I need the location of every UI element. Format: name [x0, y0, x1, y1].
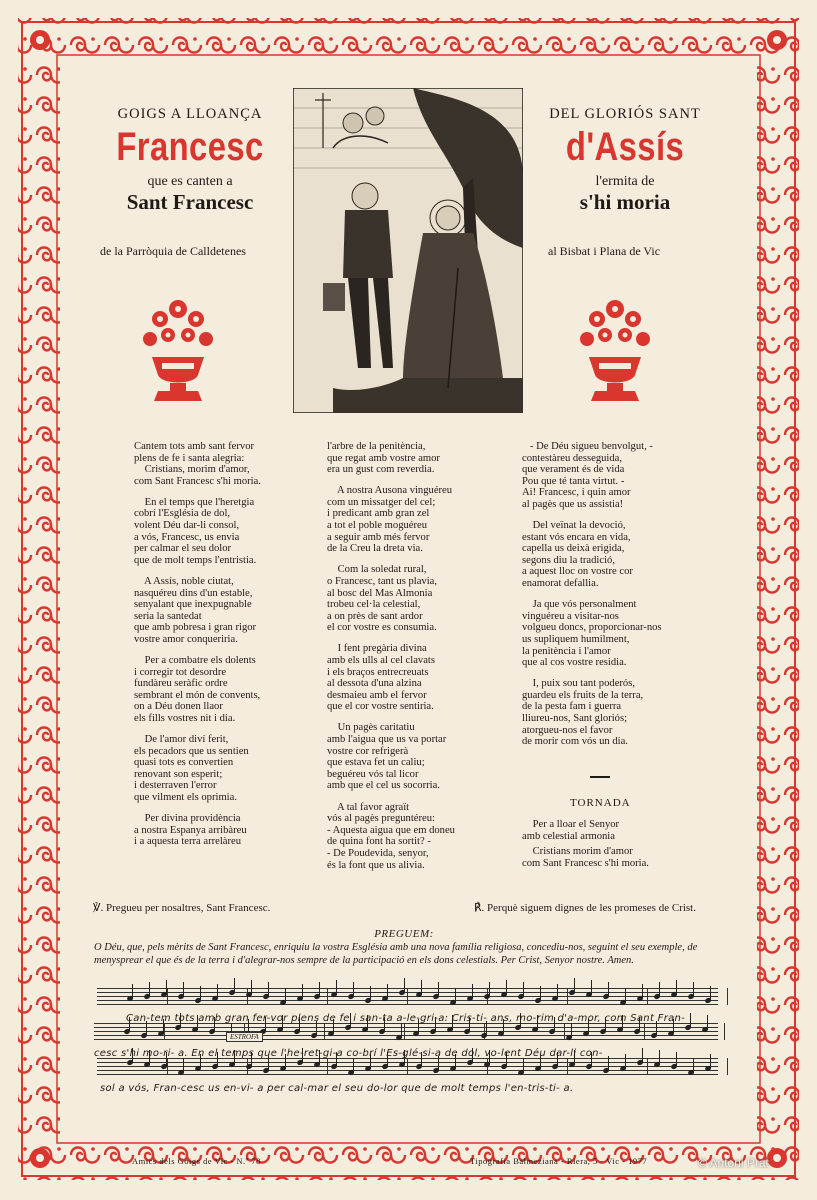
verse-line: I fent pregària divina	[327, 643, 427, 655]
verse-line: al bosc del Mas Almonia	[327, 587, 433, 599]
verse-line: volent Déu dar-li consol,	[134, 520, 240, 532]
header-right-sub: l'ermita de	[595, 174, 655, 189]
note-stem	[370, 986, 371, 1000]
note-stem	[693, 982, 694, 996]
verse-line: quasi tots es convertien	[134, 757, 234, 769]
header-right-title: d'Assís	[565, 125, 685, 169]
response: ℟. Perquè siguem dignes de les promeses de Crist.	[474, 902, 696, 914]
verse-line: com un missatger del cel;	[327, 496, 436, 508]
note-stem	[200, 986, 201, 1000]
bar-line	[727, 988, 728, 1005]
verse-line: Cristians, morim d'amor,	[134, 464, 250, 476]
bar-line	[324, 1023, 325, 1040]
verse-line: els fills vostres nit i dia.	[134, 712, 236, 724]
verse-line: - De Déu sigueu benvolgut, -	[522, 441, 653, 452]
header-right	[535, 106, 715, 215]
verse-line: a vós, Francesc, us envia	[134, 531, 240, 543]
verse-line: amb que el cel us socorria.	[327, 780, 440, 792]
verse-line: Del veïnat la devoció,	[522, 520, 626, 532]
bar-line	[167, 988, 168, 1005]
verse-line: que de molt temps l'entristia.	[134, 554, 257, 566]
tornada-line: Cristians morim d'amor	[522, 846, 633, 858]
verse-line: i desterraven l'error	[134, 780, 217, 792]
verse-line: Per a combatre els dolents	[134, 655, 256, 666]
bar-line	[407, 1058, 408, 1075]
stanza	[134, 576, 261, 646]
verse-line: al pagès que us assistia!	[522, 498, 624, 510]
verse-line: a tot el poble moguéreu	[327, 520, 428, 532]
header-left	[100, 106, 280, 215]
prayer-text: O Déu, que, pels mèrits de Sant Francesc, enriquiu la vostra Església amb una nova família religiosa, concediu-nos, seguint el seu exemple, de menysprear el que és de la terra i d'alegrar-nos sempre de la participació en els dons celestials. Per Crist, Senyor nostre. Amen.	[94, 942, 698, 966]
verse-line: guardeu els fruits de la terra,	[522, 689, 644, 701]
lyrics-line-1: Can-tem tots amb gran fer-vor plens de fe i san-ta a-le-gri-a: Cris-ti- ans, mo-rim d'a-mor, com Sant Fran-	[126, 1013, 686, 1024]
verse-line: de la pesta fam i guerra	[522, 701, 622, 713]
verse-line: i els braços entrecreuats	[327, 666, 429, 678]
lyrics-line-3: sol a vós, Fran-cesc us en-vi- a per cal-mar el seu do-lor que de molt temps l'en-tris-ti- a.	[100, 1083, 574, 1094]
bar-line	[647, 1058, 648, 1075]
verse-line: el cor vostre es consumia.	[327, 622, 437, 634]
verse-line: beguéreu vós tal licor	[327, 768, 419, 780]
stanza	[327, 485, 455, 555]
header-right-diocese: al Bisbat i Plana de Vic	[548, 244, 661, 258]
header-left-top: GOIGS A LLOANÇA	[117, 106, 263, 122]
note-stem	[132, 984, 133, 998]
staff-line	[94, 1035, 718, 1036]
footer-right: Tipografia Balmeziana - Riera, 5 - Vic - 1977	[470, 1156, 648, 1166]
verse-line: o Francesc, tant us plavia,	[327, 575, 438, 587]
flower-vase-right-icon	[575, 295, 655, 415]
note-stem	[642, 984, 643, 998]
note-stem	[285, 988, 286, 1002]
note-stem	[401, 1023, 402, 1037]
note-stem	[217, 984, 218, 998]
note-stem	[302, 984, 303, 998]
verse-line: a aquest lloc on vostre cor	[522, 566, 633, 578]
note-stem	[710, 1054, 711, 1068]
verse-line: De l'amor diví ferit,	[134, 734, 229, 746]
note-stem	[234, 978, 235, 992]
footer-left: Amics dels Goigs de Vic - N.º 78	[132, 1156, 261, 1166]
note-stem	[523, 1058, 524, 1072]
note-stem	[642, 1048, 643, 1062]
verses-column-3	[522, 441, 662, 757]
verse-line: i corregir tot desordre	[134, 666, 227, 678]
note-stem	[319, 982, 320, 996]
note-stem	[608, 982, 609, 996]
note-stem	[183, 982, 184, 996]
note-stem	[557, 984, 558, 998]
verse-line: I, puix sou tant poderós,	[522, 678, 635, 690]
verse-line: cobrí l'Església de dol,	[134, 508, 231, 520]
verse-line: era un gust com reverdia.	[327, 464, 435, 476]
verse-line: a on près de sant ardor	[327, 610, 423, 622]
tornada-line: com Sant Francesc s'hi moria.	[522, 857, 649, 869]
verse-line: amb l'aigua que us va portar	[327, 734, 447, 746]
verse-line: desmaieu amb el fervor	[327, 689, 427, 701]
stanza	[134, 813, 261, 848]
verse-line: vós al pagès preguntéreu:	[327, 813, 435, 825]
estrofa-label: ESTROFA	[226, 1032, 263, 1042]
bar-line	[567, 988, 568, 1005]
note-stem	[710, 986, 711, 1000]
stanza	[327, 564, 455, 634]
stanza	[134, 497, 261, 567]
verse-line: la penitència i l'amor	[522, 645, 611, 657]
verse-line: - Aquesta aigua que em doneu	[327, 824, 455, 836]
note-stem	[676, 1052, 677, 1066]
verse-line: de quina font ha sortit? -	[327, 836, 431, 848]
verse-line: de morir com vós un dia.	[522, 736, 628, 748]
verse-line: l'arbre de la penitència,	[327, 441, 426, 452]
verse-line: a seguir amb més fervor	[327, 531, 430, 543]
note-stem	[268, 982, 269, 996]
header-left-title: Francesc	[116, 125, 264, 169]
staff-line	[94, 1027, 718, 1028]
note-stem	[506, 980, 507, 994]
bar-line	[647, 988, 648, 1005]
note-stem	[625, 988, 626, 1002]
verse-line: nasquéreu dins d'un estable,	[134, 587, 253, 599]
note-stem	[472, 984, 473, 998]
verse-line: de la Creu la dreta via.	[327, 543, 423, 555]
prayer-title: PREGUEM:	[374, 928, 434, 940]
verses-column-2	[327, 441, 455, 881]
verse-line: vostre amor conqueriria.	[134, 633, 238, 645]
stanza	[522, 441, 662, 511]
verse-line: que estava fet un caliu;	[327, 757, 425, 769]
verse-line: a nostra Espanya arribàreu	[134, 824, 247, 836]
verse-line: plens de fe i santa alegria:	[134, 452, 245, 464]
verse-line: Per divina providència	[134, 813, 241, 825]
bar-line	[724, 1023, 725, 1040]
prayer-block	[94, 928, 714, 967]
verse-line: que regat amb vostre amor	[327, 452, 440, 464]
note-stem	[387, 984, 388, 998]
note-stem	[149, 982, 150, 996]
bar-line	[327, 988, 328, 1005]
stanza	[327, 643, 455, 713]
verse-line: us supliquem humilment,	[522, 633, 630, 645]
verse-line: Com la soledat rural,	[327, 564, 427, 576]
stanza	[327, 722, 455, 792]
verse-line: Pou que té tanta virtut. -	[522, 475, 625, 487]
verse-line: vinguéreu a visitar-nos	[522, 610, 619, 622]
verse-line: lliureu-nos, Sant gloriós;	[522, 712, 628, 724]
note-stem	[540, 986, 541, 1000]
note-stem	[693, 1058, 694, 1072]
verse-line: Cantem tots amb sant fervor	[134, 441, 255, 452]
engraving-image	[293, 88, 523, 413]
note-stem	[404, 978, 405, 992]
bar-line	[407, 988, 408, 1005]
note-stem	[489, 982, 490, 996]
note-stem	[571, 1023, 572, 1037]
verse-line: trobeu cel·la celestial,	[327, 599, 421, 611]
note-stem	[183, 1058, 184, 1072]
stanza	[134, 655, 261, 725]
bar-line	[727, 1058, 728, 1075]
stanza	[522, 678, 662, 748]
verse-line: Un pagès caritatiu	[327, 722, 415, 734]
verse-line: A Assís, noble ciutat,	[134, 575, 234, 587]
verses-column-1	[134, 441, 261, 857]
verse-line: és la font que us alivia.	[327, 859, 425, 871]
verse-line: que verament és de vida	[522, 464, 625, 476]
header-right-top: DEL GLORIÓS SANT	[549, 106, 701, 122]
verse-line: A tal favor agraït	[327, 801, 410, 813]
verse-line: que amb pobresa i gran rigor	[134, 622, 257, 634]
verse-line: sembrant el món de convents,	[134, 689, 261, 701]
staff-line	[94, 1039, 718, 1040]
bar-line	[327, 1058, 328, 1075]
verse-line: i a aquesta terra arrelàreu	[134, 836, 242, 848]
header-left-bold: Sant Francesc	[126, 190, 254, 214]
verse-line: que vilment els oprimia.	[134, 792, 237, 804]
verse-line: enamorat defallia.	[522, 578, 599, 590]
verse-line: senyalant que inexpugnable	[134, 599, 252, 611]
stanza	[522, 520, 662, 590]
verse-line: contestàreu desseguida,	[522, 452, 623, 464]
verse-line: renovant son esperit;	[134, 768, 223, 780]
note-stem	[421, 980, 422, 994]
verse-line: per calmar el seu dolor	[134, 543, 232, 555]
bar-line	[567, 1058, 568, 1075]
header-left-parish: de la Parròquia de Calldetenes	[100, 244, 246, 258]
tornada-line: Per a lloar el Senyor	[522, 819, 620, 830]
note-stem	[659, 1050, 660, 1064]
verse-line: on a Déu donen llaor	[134, 701, 223, 713]
tornada-title: TORNADA	[570, 797, 631, 809]
verse-line: que el cor vostre sentiria.	[327, 701, 434, 713]
verse-line: seria la santedat	[134, 610, 202, 622]
verse-line: vostre cor refrigerà	[327, 745, 409, 757]
note-stem	[455, 988, 456, 1002]
flower-vase-left-icon	[138, 295, 218, 415]
stanza	[327, 441, 455, 476]
verse-line: al dessota d'una alzina	[327, 678, 422, 690]
verse-line: els pecadors que us sentien	[134, 745, 249, 757]
verse-line: capella us deixà erigida,	[522, 543, 625, 555]
note-stem	[707, 1015, 708, 1029]
note-stem	[676, 980, 677, 994]
verse-line: Ja que vós personalment	[522, 599, 637, 611]
note-stem	[523, 982, 524, 996]
bar-line	[164, 1023, 165, 1040]
verse-line: com Sant Francesc s'hi moria.	[134, 475, 261, 487]
note-stem	[353, 1058, 354, 1072]
header-right-bold: s'hi moria	[579, 190, 671, 214]
note-stem	[608, 1056, 609, 1070]
verse-line: que al cos vostre residia.	[522, 657, 627, 669]
note-stem	[574, 978, 575, 992]
verse-line: atorgueu-nos el favor	[522, 724, 613, 736]
bar-line	[644, 1023, 645, 1040]
verse-line: i predicant amb gran zel	[327, 508, 430, 520]
versicle: ℣. Pregueu per nosaltres, Sant Francesc.	[93, 902, 271, 914]
note-stem	[625, 1054, 626, 1068]
stanza	[327, 802, 455, 872]
stanza	[134, 734, 261, 804]
note-stem	[438, 982, 439, 996]
verse-line: segons diu la tradició,	[522, 554, 615, 566]
note-stem	[690, 1013, 691, 1027]
note-stem	[591, 980, 592, 994]
copyright-credit: © Antoni Prat	[698, 1156, 769, 1170]
verse-line: Ai! Francesc, i quin amor	[522, 487, 631, 499]
note-stem	[251, 980, 252, 994]
stanza	[522, 599, 662, 669]
staff-line	[94, 1031, 718, 1032]
tornada-line: amb celestial armonia	[522, 830, 615, 842]
note-stem	[353, 982, 354, 996]
verse-line: - De Poudevida, senyor,	[327, 847, 429, 859]
note-stem	[336, 980, 337, 994]
verse-line: fundàreu seràfic ordre	[134, 678, 228, 690]
verse-line: A nostra Ausona vinguéreu	[327, 485, 453, 497]
verse-line: estant vós encara en vida,	[522, 531, 631, 543]
verse-line: amb els ulls al cel clavats	[327, 655, 435, 666]
stanza	[134, 441, 261, 487]
verse-line: volgueu doncs, proporcionar-nos	[522, 622, 662, 634]
divider	[590, 776, 610, 778]
bar-line	[404, 1023, 405, 1040]
lyrics-line-2: cesc s'hi mo-ri- a. En el temps que l'he-ret-gi-a co-brí l'Es-glé-si-a de dol, vo-lent Déu dar-li con-	[94, 1048, 603, 1059]
verse-line: En el temps que l'heretgia	[134, 496, 255, 508]
note-stem	[659, 982, 660, 996]
note-stem	[166, 980, 167, 994]
tornada-verses	[522, 819, 649, 869]
header-left-sub: que es canten a	[147, 174, 233, 189]
